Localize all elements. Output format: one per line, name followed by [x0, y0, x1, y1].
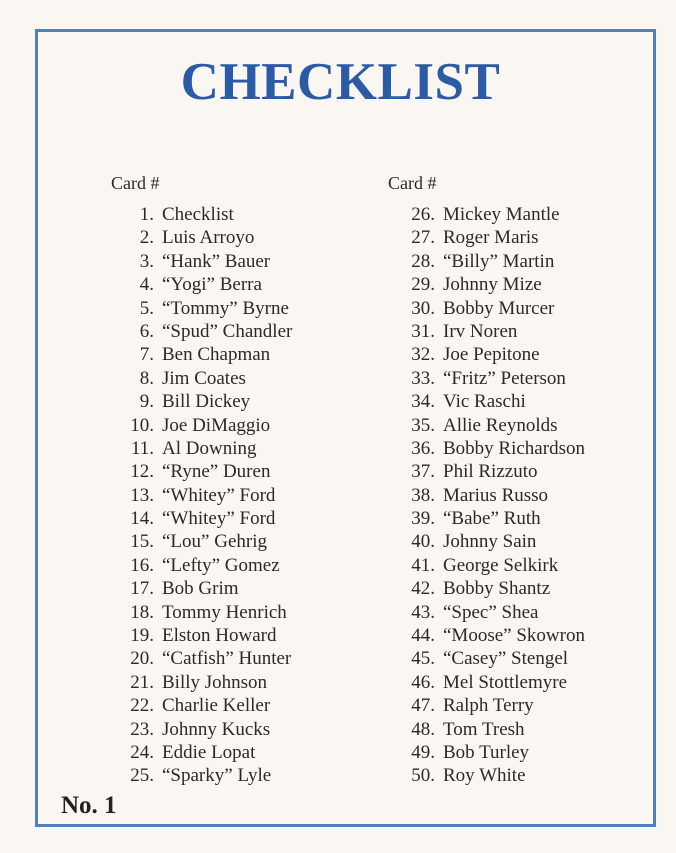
card-number: No. 1 [61, 792, 117, 819]
card-number-label: 14. [130, 508, 154, 530]
player-name: Bobby Murcer [443, 297, 555, 319]
checklist-entry [411, 601, 585, 624]
checklist-entry [411, 671, 585, 694]
checklist-entry [139, 390, 292, 413]
checklist-entry [411, 484, 585, 507]
card-number-label: 8. [139, 367, 154, 389]
card-number-label: 22. [130, 695, 154, 717]
card-number-label: 10. [130, 414, 154, 436]
player-name: Phil Rizzuto [443, 461, 538, 483]
player-name: “Lou” Gehrig [162, 531, 267, 553]
card-number-label: 9. [139, 391, 154, 413]
card-number-label: 2. [139, 227, 154, 249]
checklist-entry [130, 671, 292, 694]
player-name: “Babe” Ruth [443, 508, 541, 530]
card-number-label: 16. [130, 554, 154, 576]
player-name: Bob Turley [443, 741, 530, 763]
checklist-entry [411, 320, 585, 343]
card-number-label: 42. [411, 578, 435, 600]
checklist-entry [411, 718, 585, 741]
checklist-entry [411, 577, 585, 600]
player-name: Ralph Terry [443, 695, 534, 717]
card-number-label: 36. [411, 437, 435, 459]
player-name: Irv Noren [443, 320, 518, 342]
card-number-label: 24. [130, 741, 154, 763]
player-name: “Hank” Bauer [162, 250, 271, 272]
checklist-entry [130, 741, 292, 764]
checklist-entry [130, 577, 292, 600]
card-number-label: 41. [411, 554, 435, 576]
card-number-label: 23. [130, 718, 154, 740]
player-name: “Lefty” Gomez [162, 554, 280, 576]
card-number-label: 49. [411, 741, 435, 763]
right-checklist-column [411, 203, 585, 788]
player-name: Bob Grim [162, 578, 239, 600]
card-number-label: 29. [411, 274, 435, 296]
player-name: Bobby Shantz [443, 578, 551, 600]
card-number-label: 17. [130, 578, 154, 600]
checklist-entry [139, 273, 292, 296]
checklist-entry [411, 437, 585, 460]
player-name: Allie Reynolds [443, 414, 558, 436]
card-number-label: 50. [411, 765, 435, 787]
player-name: “Spec” Shea [443, 601, 539, 623]
checklist-entry [411, 367, 585, 390]
checklist-entry [139, 297, 292, 320]
player-name: Johnny Mize [443, 274, 542, 296]
card-number-label: 4. [139, 274, 154, 296]
player-name: “Tommy” Byrne [162, 297, 289, 319]
player-name: Checklist [162, 204, 234, 225]
card-number-label: 48. [411, 718, 435, 740]
checklist-entry [411, 343, 585, 366]
card-number-label: 13. [130, 484, 154, 506]
checklist-entry [130, 530, 292, 553]
card-number-label: 11. [130, 437, 154, 459]
checklist-entry [411, 414, 585, 437]
card-number-label: 38. [411, 484, 435, 506]
card-number-label: 18. [130, 601, 154, 623]
player-name: Tom Tresh [443, 718, 525, 740]
card-number-label: 43. [411, 601, 435, 623]
player-name: Eddie Lopat [162, 741, 256, 763]
player-name: “Catfish” Hunter [162, 648, 292, 670]
card-number-label: 30. [411, 297, 435, 319]
player-name: Vic Raschi [443, 391, 526, 413]
player-name: “Moose” Skowron [443, 625, 585, 647]
player-name: Charlie Keller [162, 695, 271, 717]
checklist-entry [130, 718, 292, 741]
player-name: Billy Johnson [162, 671, 268, 693]
card-number-label: 32. [411, 344, 435, 366]
checklist-entry [411, 226, 585, 249]
checklist-entry [411, 624, 585, 647]
card-number-label: 15. [130, 531, 154, 553]
right-column-header: Card # [388, 173, 437, 193]
checklist-entry [139, 250, 292, 273]
left-checklist-column [130, 203, 293, 788]
checklist-entry [411, 764, 585, 787]
card-number-label: 12. [130, 461, 154, 483]
card-number-label: 46. [411, 671, 435, 693]
card-number-label: 40. [411, 531, 435, 553]
checklist-entry [411, 554, 585, 577]
player-name: “Sparky” Lyle [162, 765, 272, 787]
player-name: Bobby Richardson [443, 437, 585, 459]
card-number-label: 45. [411, 648, 435, 670]
player-name: “Whitey” Ford [162, 484, 276, 506]
checklist-entry [130, 414, 292, 437]
card-number-label: 27. [411, 227, 435, 249]
card-number-label: 7. [139, 344, 154, 366]
card-number-label: 21. [130, 671, 154, 693]
checklist-entry [130, 694, 292, 717]
checklist-entry [411, 390, 585, 413]
checklist-entry [130, 460, 292, 483]
card-number-label: 5. [139, 297, 154, 319]
card-number-label: 31. [411, 320, 435, 342]
player-name: Marius Russo [443, 484, 549, 506]
player-name: Mel Stottlemyre [443, 671, 568, 693]
checklist-entry [130, 764, 292, 787]
card-number-label: 33. [411, 367, 435, 389]
player-name: “Fritz” Peterson [443, 367, 566, 389]
card-number-label: 37. [411, 461, 435, 483]
checklist-entry [130, 647, 292, 670]
player-name: Al Downing [162, 437, 257, 459]
card-number-label: 3. [139, 250, 154, 272]
left-column-header: Card # [111, 173, 160, 193]
player-name: “Spud” Chandler [162, 320, 293, 342]
card-number-label: 35. [411, 414, 435, 436]
card-number-label: 28. [411, 250, 435, 272]
player-name: Johnny Kucks [162, 718, 271, 740]
card-number-label: 25. [130, 765, 154, 787]
card-number-label: 44. [411, 625, 435, 647]
checklist-entry [411, 530, 585, 553]
checklist-entry [411, 250, 585, 273]
player-name: “Casey” Stengel [443, 648, 569, 670]
card-number-label: 34. [411, 391, 435, 413]
card-number-label: 19. [130, 625, 154, 647]
card-number-label: 26. [411, 204, 435, 225]
checklist-entry [411, 297, 585, 320]
checklist-entry [130, 437, 292, 460]
checklist-entry [139, 320, 293, 343]
player-name: Mickey Mantle [443, 204, 560, 225]
player-name: “Ryne” Duren [162, 461, 271, 483]
player-name: “Whitey” Ford [162, 508, 276, 530]
checklist-entry [411, 647, 585, 670]
player-name: Roger Maris [443, 227, 539, 249]
card-number-label: 20. [130, 648, 154, 670]
player-name: George Selkirk [443, 554, 559, 576]
player-name: “Yogi” Berra [162, 274, 262, 296]
player-name: “Billy” Martin [443, 250, 555, 272]
checklist-entry [130, 507, 292, 530]
player-name: Joe Pepitone [443, 344, 540, 366]
card-title: CHECKLIST [180, 53, 501, 111]
player-name: Tommy Henrich [162, 601, 287, 623]
player-name: Jim Coates [162, 367, 246, 389]
card-number-label: 1. [139, 204, 154, 225]
player-name: Luis Arroyo [162, 227, 255, 249]
checklist-entry [411, 273, 585, 296]
player-name: Johnny Sain [443, 531, 537, 553]
checklist-entry [411, 460, 585, 483]
checklist-entry [139, 203, 292, 226]
player-name: Bill Dickey [162, 391, 251, 413]
card-number-label: 6. [139, 320, 154, 342]
checklist-entry [411, 507, 585, 530]
card-number-label: 47. [411, 695, 435, 717]
player-name: Roy White [443, 765, 526, 787]
checklist-entry [139, 343, 292, 366]
checklist-entry [139, 226, 292, 249]
checklist-entry [411, 694, 585, 717]
player-name: Elston Howard [162, 625, 277, 647]
checklist-entry [139, 367, 292, 390]
checklist-entry [130, 624, 292, 647]
checklist-entry [130, 601, 292, 624]
player-name: Ben Chapman [162, 344, 271, 366]
checklist-entry [411, 203, 585, 226]
checklist-entry [130, 554, 292, 577]
checklist-entry [411, 741, 585, 764]
card-number-label: 39. [411, 508, 435, 530]
checklist-entry [130, 484, 292, 507]
player-name: Joe DiMaggio [162, 414, 271, 436]
